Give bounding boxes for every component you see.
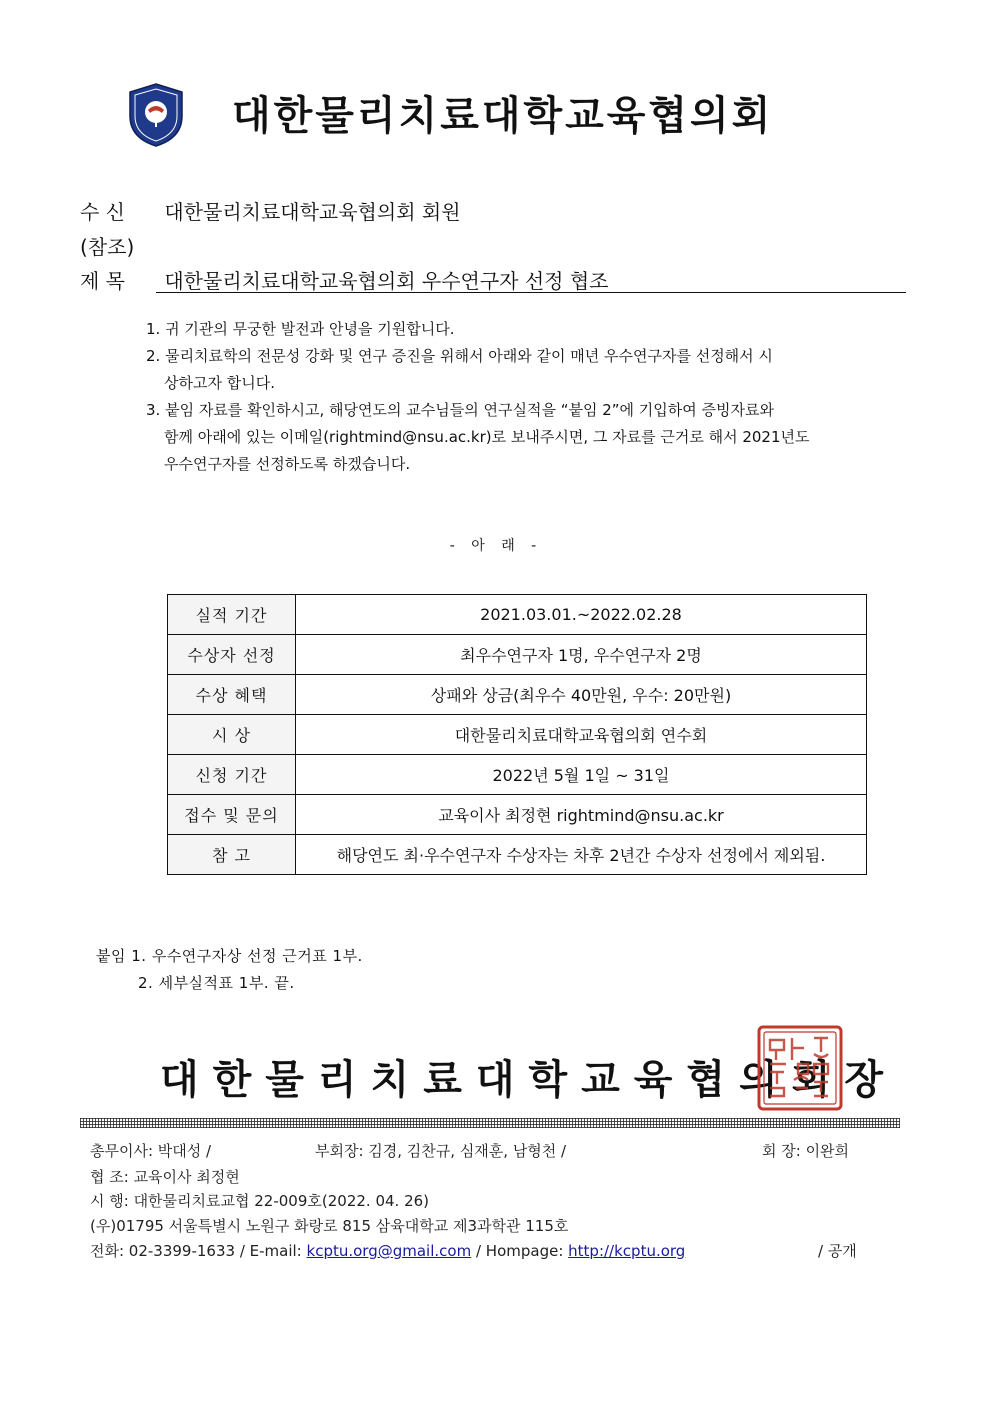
table-label: 수상자 선정	[168, 635, 296, 675]
signature-title: 대한물리치료대학교육협의회장	[160, 1057, 897, 1103]
table-value: 상패와 상금(최우수 40만원, 우수: 20만원)	[296, 675, 867, 715]
association-emblem-icon	[126, 82, 186, 148]
official-seal-icon	[756, 1024, 844, 1112]
award-info-table	[167, 594, 867, 875]
attachment-1: 붙임 1. 우수연구자상 선정 근거표 1부.	[96, 947, 363, 965]
table-row	[168, 675, 867, 715]
footer-disclosure: / 공개	[818, 1242, 857, 1260]
footer-homepage-label: / Hompage:	[471, 1242, 569, 1260]
footer-enforcement: 시 행: 대한물리치료교협 22-009호(2022. 04. 26)	[90, 1192, 430, 1210]
table-row	[168, 795, 867, 835]
recipient-label: 수 신	[80, 200, 125, 224]
footer-contact	[90, 1240, 685, 1261]
table-label: 실적 기간	[168, 595, 296, 635]
paragraph-3-line-2: 함께 아래에 있는 이메일(rightmind@nsu.ac.kr)로 보내주시면, 그 자료를 근거로 해서 2021년도	[164, 428, 810, 446]
table-row	[168, 835, 867, 875]
table-row	[168, 635, 867, 675]
reference-row	[80, 231, 158, 260]
below-marker: - 아 래 -	[449, 538, 543, 554]
footer-staff-mid: 부회장: 김경, 김찬규, 심재훈, 남형천 /	[315, 1142, 567, 1160]
table-label: 신청 기간	[168, 755, 296, 795]
paragraph-1: 1. 귀 기관의 무궁한 발전과 안녕을 기원합니다.	[146, 320, 455, 338]
table-value: 대한물리치료대학교육협의회 연수회	[296, 715, 867, 755]
reference-label: (참조)	[80, 235, 135, 259]
table-row	[168, 595, 867, 635]
table-label: 시 상	[168, 715, 296, 755]
paragraph-3	[146, 397, 911, 478]
footer-staff-left: 총무이사: 박대성 /	[90, 1142, 212, 1160]
attachment-2: 2. 세부실적표 1부. 끝.	[138, 974, 295, 992]
table-label: 접수 및 문의	[168, 795, 296, 835]
footer-address: (우)01795 서울특별시 노원구 화랑로 815 삼육대학교 제3과학관 115호	[90, 1217, 569, 1235]
subject-underline	[156, 292, 906, 293]
footer-staff-right: 회 장: 이완희	[762, 1142, 850, 1160]
email-link[interactable]: kcptu.org@gmail.com	[306, 1242, 472, 1260]
footer-phone: 전화: 02-3399-1633 / E-mail:	[90, 1242, 307, 1260]
subject-label: 제 목	[80, 269, 125, 293]
paragraph-2-line-2: 상하고자 합니다.	[164, 374, 275, 392]
paragraph-2-line-1: 2. 물리치료학의 전문성 강화 및 연구 증진을 위해서 아래와 같이 매년 우수연구자를 선정해서 시	[146, 347, 773, 365]
homepage-link[interactable]: http://kcptu.org	[568, 1242, 686, 1260]
table-label: 수상 혜택	[168, 675, 296, 715]
paragraph-3-line-1: 3. 붙임 자료를 확인하시고, 해당연도의 교수님들의 연구실적을 “붙임 2”에 기입하여 증빙자료와	[146, 401, 774, 419]
footer-divider	[80, 1118, 900, 1128]
table-value: 2022년 5월 1일 ~ 31일	[296, 755, 867, 795]
table-row	[168, 715, 867, 755]
table-value: 최우수연구자 1명, 우수연구자 2명	[296, 635, 867, 675]
table-value: 교육이사 최정현 rightmind@nsu.ac.kr	[296, 795, 867, 835]
subject-row	[80, 265, 608, 294]
paragraph-3-line-3: 우수연구자를 선정하도록 하겠습니다.	[164, 455, 411, 473]
table-label: 참 고	[168, 835, 296, 875]
subject-value: 대한물리치료대학교육협의회 우수연구자 선정 협조	[164, 269, 609, 293]
table-row	[168, 755, 867, 795]
footer-cooperation: 협 조: 교육이사 최정현	[90, 1168, 240, 1186]
recipient-row	[80, 196, 461, 225]
table-value: 해당연도 최·우수연구자 수상자는 차후 2년간 수상자 선정에서 제외됨.	[296, 835, 867, 875]
paragraph-2	[146, 343, 911, 397]
recipient-value: 대한물리치료대학교육협의회 회원	[164, 200, 461, 224]
table-value: 2021.03.01.~2022.02.28	[296, 595, 867, 635]
organization-title: 대한물리치료대학교육협의회	[232, 93, 774, 139]
